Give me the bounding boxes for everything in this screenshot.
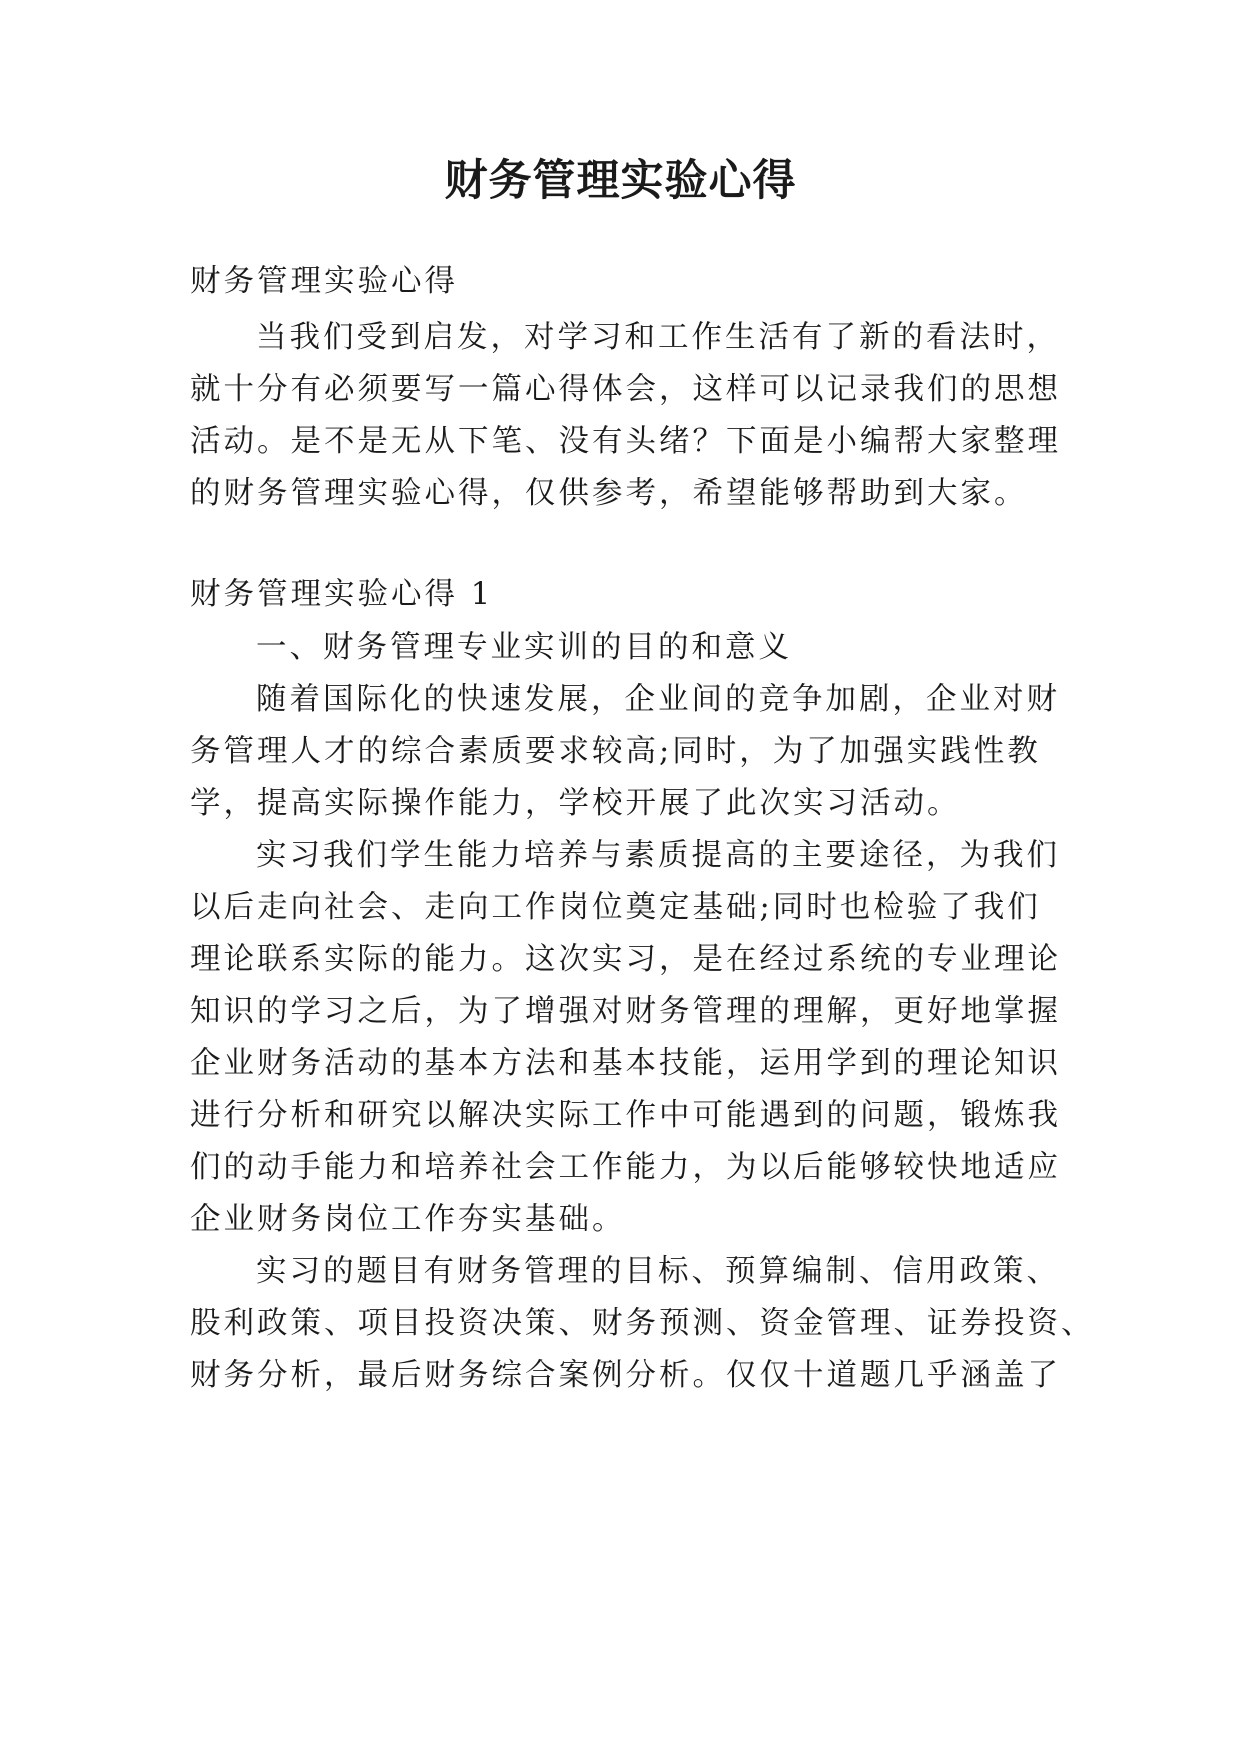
section-heading-1: 财务管理实验心得 1 [190,577,494,612]
body-line-3: 学，提高实际操作能力，学校开展了此次实习活动。 [190,786,961,821]
body-line-2: 务管理人才的综合素质要求较高;同时，为了加强实践性教 [190,734,1041,769]
body-line-6: 理论联系实际的能力。这次实习，是在经过系统的专业理论 [190,942,1061,977]
intro-line-3: 活动。是不是无从下笔、没有头绪？下面是小编帮大家整理 [190,424,1061,459]
body-line-7: 知识的学习之后，为了增强对财务管理的理解，更好地掌握 [190,994,1061,1029]
body-line-13: 股利政策、项目投资决策、财务预测、资金管理、证券投资、 [190,1306,1095,1341]
body-line-11: 企业财务岗位工作夯实基础。 [190,1202,626,1237]
body-line-5: 以后走向社会、走向工作岗位奠定基础;同时也检验了我们 [190,890,1041,925]
body-line-9: 进行分析和研究以解决实际工作中可能遇到的问题，锻炼我 [190,1098,1061,1133]
intro-line-4: 的财务管理实验心得，仅供参考，希望能够帮助到大家。 [190,476,1028,511]
intro-line-2: 就十分有必须要写一篇心得体会，这样可以记录我们的思想 [190,372,1061,407]
body-line-8: 企业财务活动的基本方法和基本技能，运用学到的理论知识 [190,1046,1061,1081]
body-line-1: 随着国际化的快速发展，企业间的竞争加剧，企业对财 [256,682,1060,717]
body-line-10: 们的动手能力和培养社会工作能力，为以后能够较快地适应 [190,1150,1061,1185]
page-title: 财务管理实验心得 [444,156,797,206]
body-line-4: 实习我们学生能力培养与素质提高的主要途径，为我们 [256,838,1060,873]
subsection-heading: 一、财务管理专业实训的目的和意义 [256,630,792,665]
intro-line-1: 当我们受到启发，对学习和工作生活有了新的看法时， [256,320,1060,355]
intro-heading: 财务管理实验心得 [190,264,458,299]
body-line-14: 财务分析，最后财务综合案例分析。仅仅十道题几乎涵盖了 [190,1358,1061,1393]
body-line-12: 实习的题目有财务管理的目标、预算编制、信用政策、 [256,1254,1060,1289]
